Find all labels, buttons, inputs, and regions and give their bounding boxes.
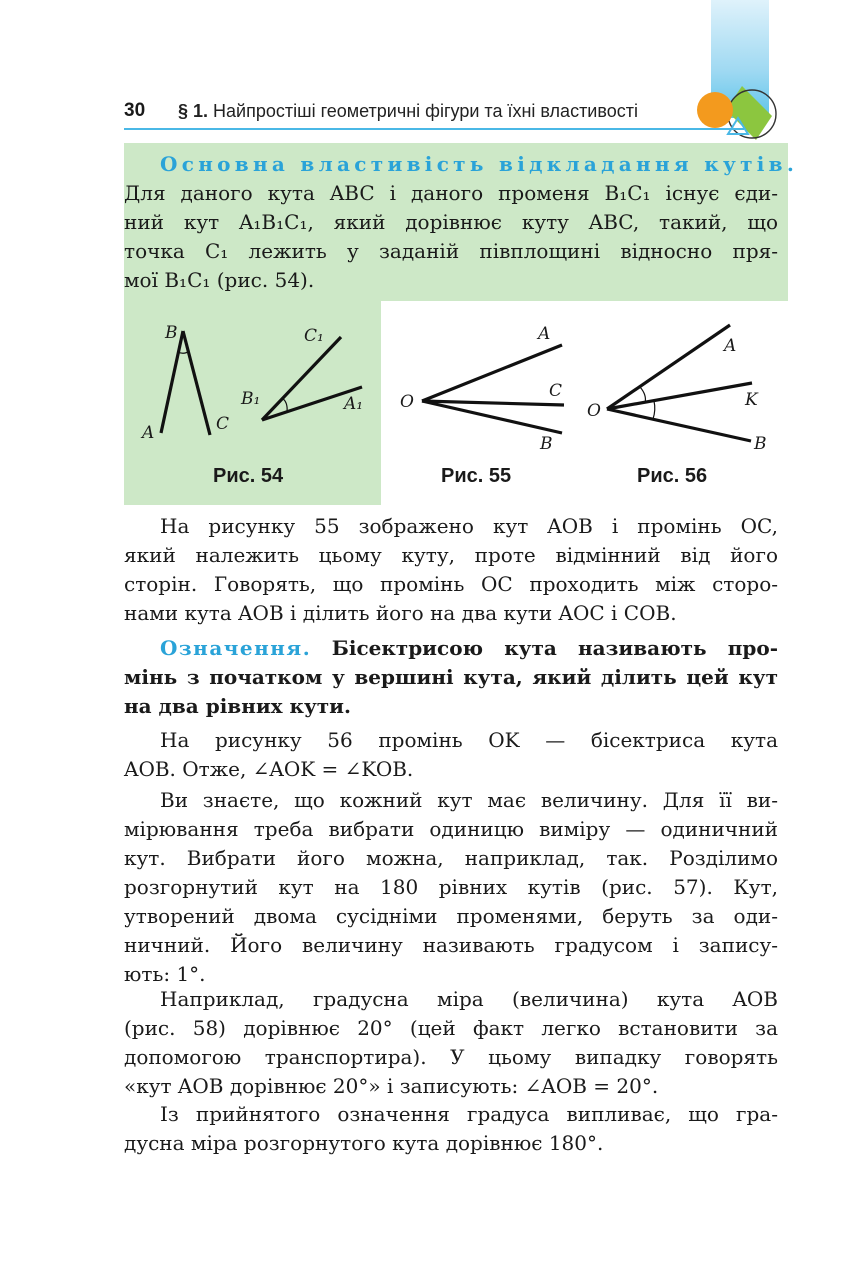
text-line: Із прийнятого означення градуса випливає, що гра-	[160, 1102, 778, 1126]
text-line: (рис. 58) дорівнює 20° (цей факт легко встановити за	[124, 1016, 778, 1040]
page-number: 30	[124, 100, 146, 121]
definition-first-line	[124, 634, 778, 663]
definition-text: Бісектрисою кута називають про-	[331, 636, 779, 660]
label-b: B	[754, 434, 767, 454]
definition-text: мінь з початком у вершині кута, який ділить цей кут	[124, 665, 778, 689]
text-line: утворений двома сусідніми променями, беруть за оди-	[124, 904, 778, 928]
property-lead: Основна властивість відкладання кутів.	[160, 152, 799, 176]
running-header	[178, 101, 638, 122]
text-line: мірювання треба вибрати одиницю виміру — одиничний	[124, 817, 778, 841]
label-a: A	[142, 423, 155, 443]
label-b1: B₁	[241, 389, 261, 409]
text-line: AOB. Отже, ∠AOK = ∠KOB.	[124, 757, 414, 781]
property-text	[124, 150, 799, 295]
paragraph-1	[124, 512, 778, 628]
text-line: допомогою транспортира). У цьому випадку говорять	[124, 1045, 778, 1069]
property-line: мої B₁C₁ (рис. 54).	[124, 268, 315, 292]
label-b: B	[540, 434, 553, 454]
figure-54	[124, 305, 381, 465]
section-mark: § 1.	[178, 101, 209, 121]
header-rule	[124, 128, 744, 130]
definition-text: на два рівних кути.	[124, 694, 351, 718]
definition	[124, 634, 778, 721]
text-line: сторін. Говорять, що промінь ОС проходить між сторо-	[124, 572, 778, 596]
paragraph-3	[124, 786, 778, 989]
label-o: O	[400, 392, 414, 412]
paragraph-2	[124, 726, 778, 784]
section-title: Найпростіші геометричні фігури та їхні властивості	[213, 101, 638, 121]
label-c1: C₁	[304, 326, 324, 346]
figure-54-caption: Рис. 54	[213, 465, 284, 487]
label-a1: A₁	[344, 394, 364, 414]
geometric-shapes-icon	[690, 70, 790, 150]
definition-label: Означення.	[160, 636, 312, 660]
text-line: На рисунку 56 промінь OK — бісектриса кута	[160, 728, 778, 752]
text-line: На рисунку 55 зображено кут AOB і промінь OC,	[160, 514, 778, 538]
text-line: який належить цьому куту, проте відмінний від його	[124, 543, 778, 567]
property-line: точка C₁ лежить у заданій півплощині відносно пря-	[124, 239, 778, 263]
text-line: «кут AOB дорівнює 20°» і записують: ∠AOB = 20°.	[124, 1074, 659, 1098]
text-line: Наприклад, градусна міра (величина) кута AOB	[160, 987, 778, 1011]
text-line: нами кута AOB і ділить його на два кути AOC і COB.	[124, 601, 677, 625]
property-line: ний кут A₁B₁C₁, який дорівнює куту ABC, такий, що	[124, 210, 778, 234]
text-line: кут. Вибрати його можна, наприклад, так. Розділимо	[124, 846, 778, 870]
paragraph-4	[124, 985, 778, 1101]
figure-56	[585, 315, 785, 465]
text-line: розгорнутий кут на 180 рівних кутів (рис. 57). Кут,	[124, 875, 778, 899]
text-line: дусна міра розгорнутого кута дорівнює 180°.	[124, 1131, 604, 1155]
paragraph-5	[124, 1100, 778, 1158]
label-a: A	[724, 336, 737, 356]
label-k: K	[745, 390, 758, 410]
label-a: A	[538, 324, 551, 344]
property-line: Для даного кута ABC і даного променя B₁C₁ існує єди-	[124, 181, 778, 205]
label-c: C	[216, 414, 230, 434]
figure-56-caption: Рис. 56	[637, 465, 708, 487]
figure-55	[390, 315, 590, 465]
label-o: O	[587, 401, 601, 421]
label-c: C	[549, 381, 563, 401]
figure-55-caption: Рис. 55	[441, 465, 512, 487]
text-line: Ви знаєте, що кожний кут має величину. Для її ви-	[160, 788, 778, 812]
text-line: ничний. Його величину називають градусом і запису-	[124, 933, 778, 957]
label-b: B	[165, 323, 178, 343]
text-line: ють: 1°.	[124, 962, 206, 986]
